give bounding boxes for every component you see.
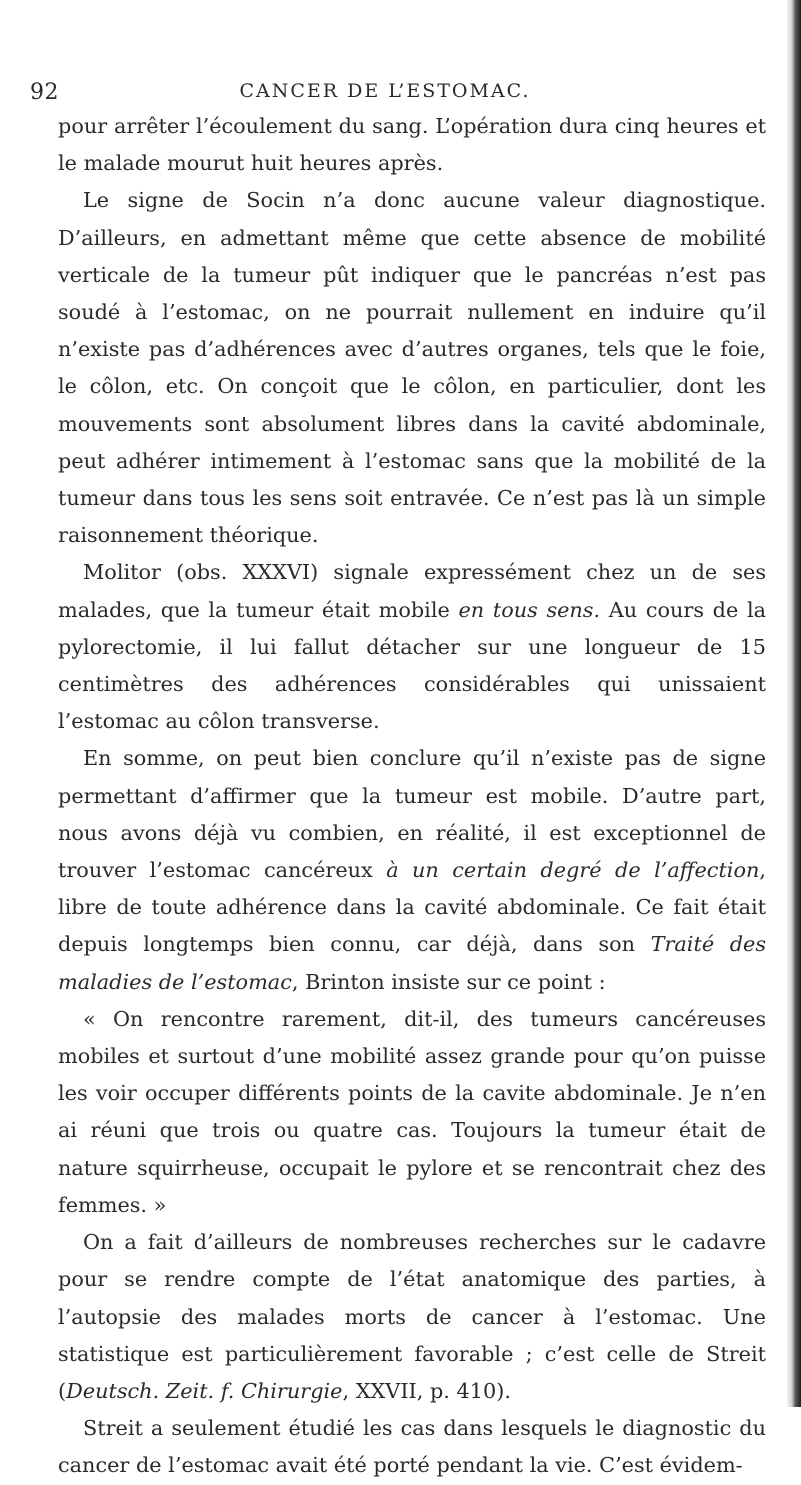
page-edge-shadow (787, 0, 801, 1407)
paragraph (58, 1224, 766, 1410)
italic-text: à un certain degré de l’affection (386, 858, 760, 883)
paragraph-text: Molitor (obs. XXXVI) signale expressément chez un de ses malades, que la tumeur était mobile (58, 560, 766, 622)
page-number: 92 (30, 80, 59, 105)
running-title: CANCER DE L’ESTOMAC. (239, 80, 531, 102)
paragraph-text: Au cours de la pylorectomie, il lui fallut détacher sur une longueur de 15 centimètres des adhérences considérables qui unissaient l’estomac au côlon transverse. (58, 597, 767, 734)
paragraph-text: , Brinton insiste sur ce point : (291, 969, 606, 994)
body-text (58, 108, 766, 1485)
paragraph-text: « On rencontre rarement, dit-il, des tumeurs cancéreuses mobiles et surtout d’une mobilité assez grande pour qu’on puisse les voir occuper différents points de la cavite abdominale. Je n’en ai réuni que trois ou quatre cas. Toujours la tumeur était de nature squirrheuse, occupait le pylore et se rencontrait chez des femmes. » (58, 1006, 766, 1217)
paragraph-text: On a fait d’ailleurs de nombreuses recherches sur le cadavre pour se rendre compte de l’état anatomique des parties, à l’autopsie des malades morts de cancer à l’estomac. Une statistique est particulièrement favorable ; c’est celle de Streit ( (58, 1230, 766, 1403)
paragraph-text: Le signe de Socin n’a donc aucune valeur diagnostique. D’ailleurs, en admettant même que cette absence de mobilité verticale de la tumeur pût indiquer que le pancréas n’est pas soudé à l’estomac, on ne pourrait nullement en induire qu’il n’existe pas d’adhérences avec d’autres organes, tels que le foie, le côlon, etc. On conçoit que le côlon, en particulier, dont les mouvements sont absolument libres dans la cavité abdominale, peut adhérer intimement à l’estomac sans que la mobilité de la tumeur dans tous les sens soit entravée. Ce n’est pas là un simple raisonnement théorique. (58, 188, 766, 548)
paragraph-text: En somme, on peut bien conclure qu’il n’existe pas de signe permettant d’affirmer que la tumeur est mobile. D’autre part, nous avons déjà vu combien, en réalité, il est exceptionnel de trouver l’estomac cancéreux (58, 746, 766, 883)
paragraph-text: , libre de toute adhérence dans la cavité abdominale. Ce fait était depuis longtemps bien connu, car déjà, dans son (58, 858, 766, 957)
paragraph (58, 1001, 766, 1224)
paragraph (58, 182, 766, 554)
paragraph-text: Streit a seulement étudié les cas dans lesquels le diagnostic du cancer de l’estomac avait été porté pendant la vie. C’est évidem- (58, 1416, 766, 1478)
italic-text: en tous sens. (458, 597, 601, 622)
paragraph-text: , XXVII, p. 410). (342, 1378, 511, 1403)
paragraph (58, 1410, 766, 1484)
paragraph (58, 554, 766, 740)
italic-text: Deutsch. Zeit. f. Chirurgie (66, 1378, 343, 1403)
paragraph-text: pour arrêter l’écoulement du sang. L’opération dura cinq heures et le malade mourut huit heures après. (58, 114, 766, 176)
paragraph (58, 108, 766, 182)
paragraph (58, 740, 766, 1000)
italic-text: Traité des maladies de l’estomac (58, 932, 766, 994)
